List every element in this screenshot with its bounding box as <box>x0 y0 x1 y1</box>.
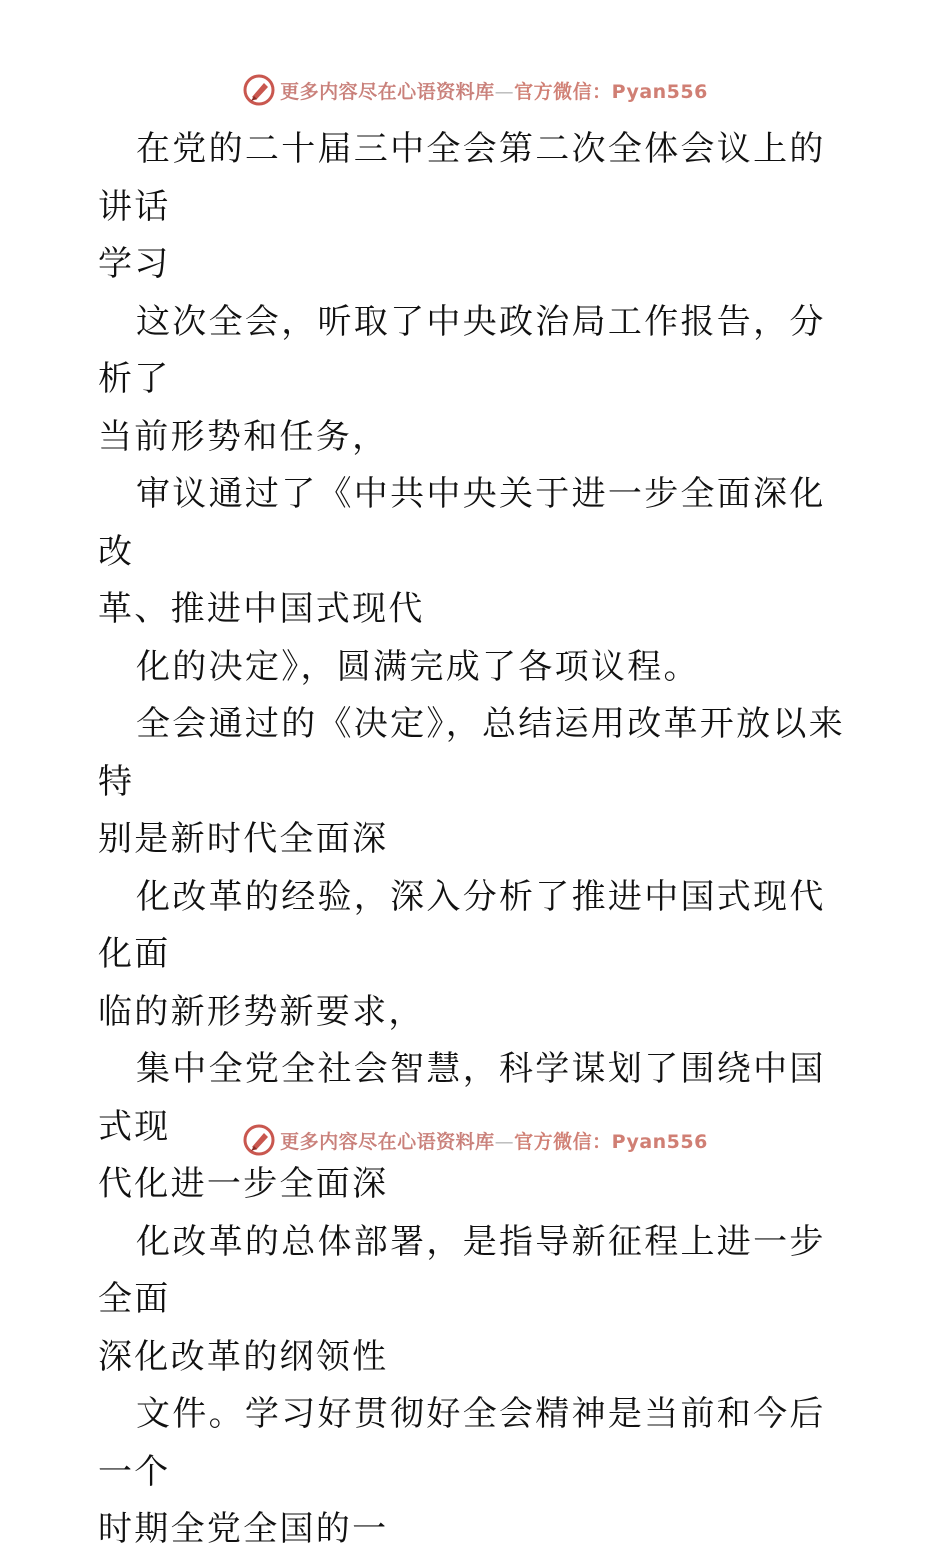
paragraph-6: 化改革的经验，深入分析了推进中国式现代化面 临的新形势新要求， <box>98 876 826 1032</box>
banner-wechat-text: 官方微信：Pyan556 <box>514 80 708 103</box>
paragraph-7: 集中全党全社会智慧，科学谋划了围绕中国式现 代化进一步全面深 <box>98 1049 826 1204</box>
paragraph-4: 化的决定》，圆满完成了各项议程。 <box>136 646 700 687</box>
banner-primary-text: 更多内容尽在心语资料库 <box>280 80 495 103</box>
banner-primary-text: 更多内容尽在心语资料库 <box>280 1130 495 1153</box>
header-banner <box>0 70 950 110</box>
banner-text <box>280 77 708 104</box>
banner-wechat-text: 官方微信：Pyan556 <box>514 1130 708 1153</box>
paragraph-8: 化改革的总体部署，是指导新征程上进一步全面 深化改革的纲领性 <box>98 1221 826 1377</box>
banner-dash: — <box>494 80 515 103</box>
pen-nib-logo-icon <box>242 1123 276 1157</box>
banner-text <box>280 1127 708 1154</box>
paragraph-9: 文件。学习好贯彻好全会精神是当前和今后一个 时期全党全国的一 <box>98 1394 826 1549</box>
paragraph-5: 全会通过的《决定》，总结运用改革开放以来特 别是新时代全面深 <box>98 704 845 859</box>
footer-banner <box>0 1120 950 1160</box>
banner-dash: — <box>494 1130 515 1153</box>
paragraph-3: 审议通过了《中共中央关于进一步全面深化改 革、推进中国式现代 <box>98 474 826 629</box>
paragraph-1: 在党的二十届三中全会第二次全体会议上的讲话 学习 <box>98 129 826 284</box>
paragraph-2: 这次全会，听取了中央政治局工作报告，分析了 当前形势和任务， <box>98 301 826 457</box>
document-body <box>98 121 858 1559</box>
pen-nib-logo-icon <box>242 73 276 107</box>
